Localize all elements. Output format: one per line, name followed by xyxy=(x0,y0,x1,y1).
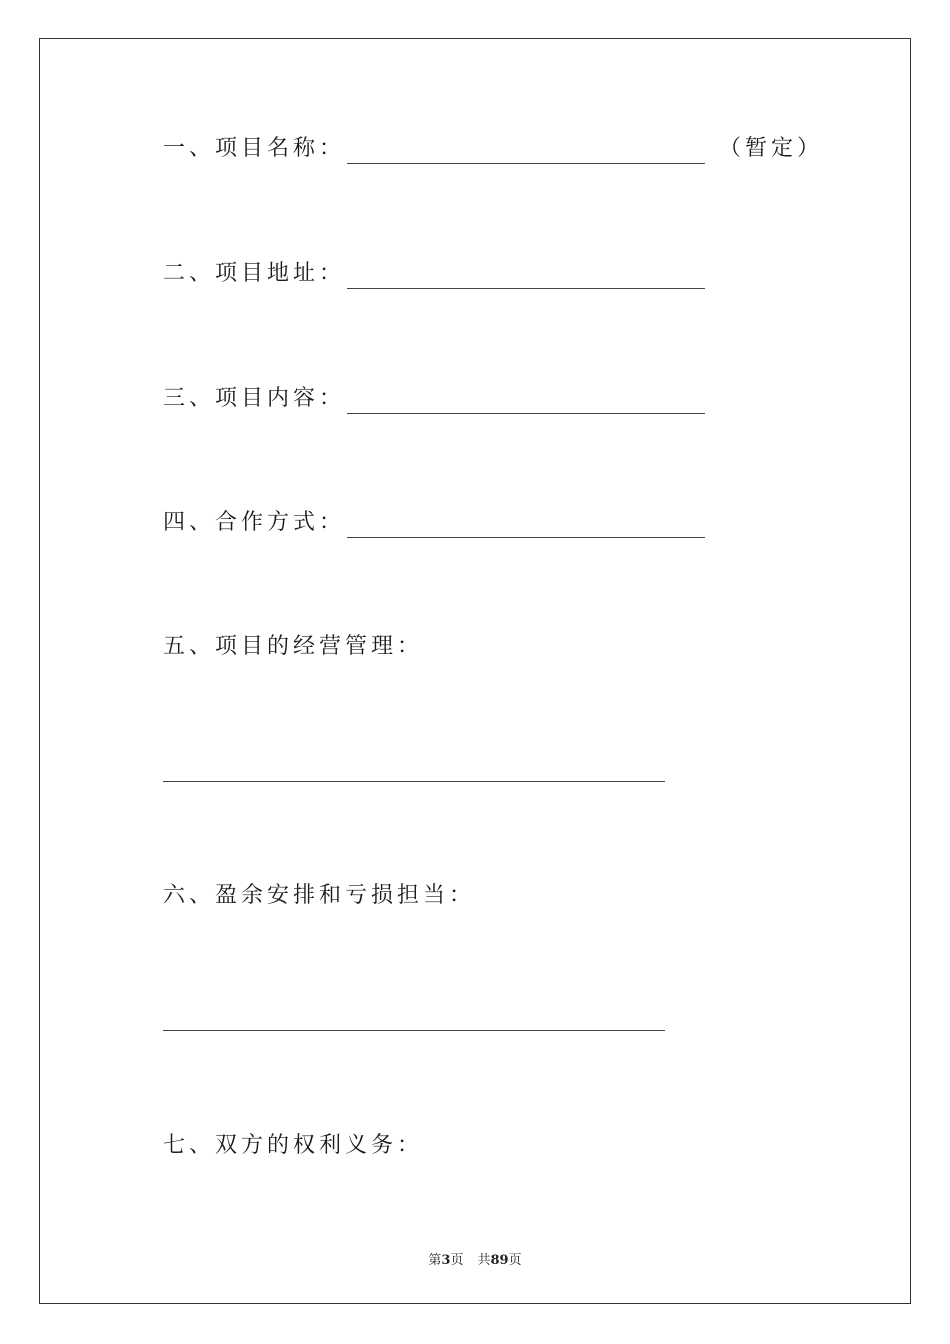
item-label: 五、项目的经营管理： xyxy=(163,634,424,659)
current-page-number: 3 xyxy=(441,1253,451,1268)
item-operation-management xyxy=(163,632,423,662)
project-content-blank[interactable] xyxy=(347,389,705,414)
project-name-blank[interactable] xyxy=(347,139,705,164)
footer-total-prefix: 共 xyxy=(477,1253,491,1268)
item-project-address xyxy=(163,259,719,289)
item-label: 四、合作方式： xyxy=(163,510,346,535)
item-label: 三、项目内容： xyxy=(163,386,346,411)
footer-prefix: 第 xyxy=(428,1253,442,1268)
item-profit-loss xyxy=(163,881,475,911)
project-address-blank[interactable] xyxy=(347,264,705,289)
footer-total-unit: 页 xyxy=(508,1253,522,1268)
footer-page-unit: 页 xyxy=(450,1253,464,1268)
total-page-count: 89 xyxy=(490,1253,509,1268)
item-label: 一、项目名称： xyxy=(163,136,346,161)
page-footer xyxy=(0,1249,950,1268)
profit-loss-blank[interactable] xyxy=(163,1030,665,1031)
operation-management-blank[interactable] xyxy=(163,781,665,782)
tentative-note: （暂定） xyxy=(719,136,824,161)
item-label: 二、项目地址： xyxy=(163,261,346,286)
item-label: 七、双方的权利义务： xyxy=(163,1133,424,1158)
item-project-content xyxy=(163,384,719,414)
item-cooperation-method xyxy=(163,508,719,538)
item-label: 六、盈余安排和亏损担当： xyxy=(163,883,476,908)
item-project-name xyxy=(163,134,823,164)
cooperation-method-blank[interactable] xyxy=(347,513,705,538)
item-rights-obligations xyxy=(163,1131,423,1161)
page-border xyxy=(39,38,911,1304)
